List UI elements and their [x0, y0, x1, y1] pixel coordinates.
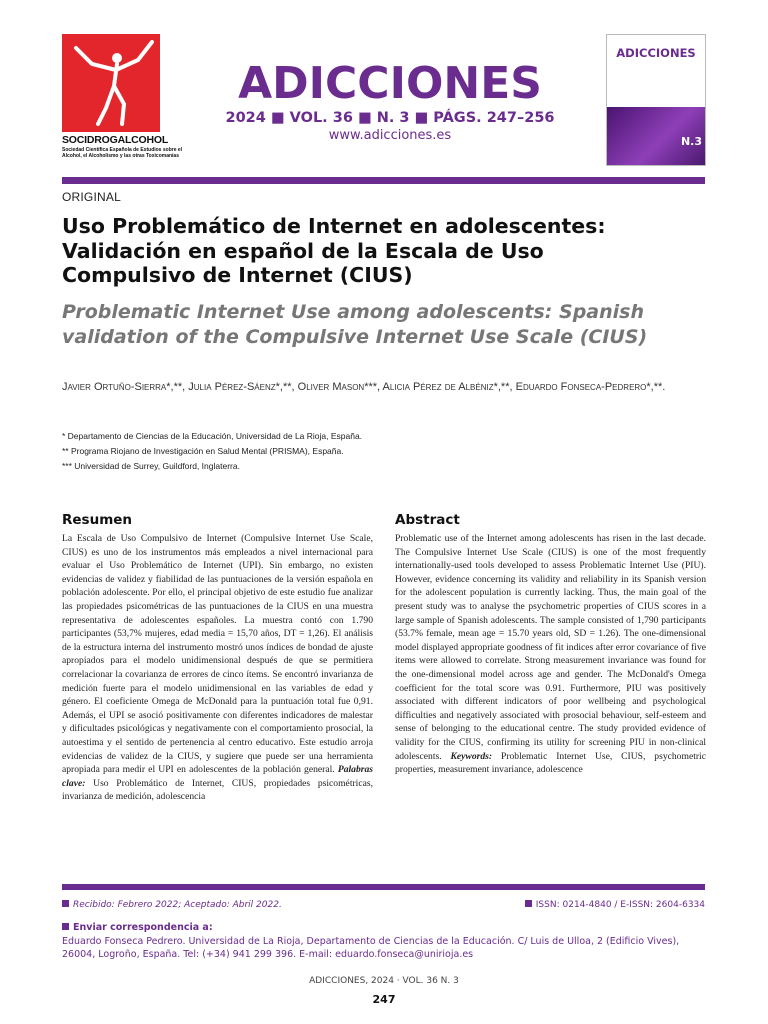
abstract-keywords: Problematic Internet Use, CIUS, psychometric properties, measurement invariance, adolescence [395, 750, 706, 776]
correspondence-label-text: Enviar correspondencia a: [73, 922, 213, 933]
journal-title: ADICCIONES [238, 58, 542, 109]
issn-text: ISSN: 0214-4840 / E-ISSN: 2604-6334 [535, 900, 705, 910]
abstract-heading: Abstract [395, 512, 460, 528]
correspondence-label [62, 922, 213, 933]
received-dates [62, 900, 282, 910]
affiliation-3: *** Universidad de Surrey, Guildford, Inglaterra. [62, 461, 240, 471]
socidrogalcohol-logo [62, 34, 160, 132]
running-footer: ADICCIONES, 2024 · VOL. 36 N. 3 [309, 976, 459, 986]
author-list: Javier Ortuño-Sierra*,**, Julia Pérez-Sáenz*,**, Oliver Mason***, Alicia Pérez de Albéniz*,**, Eduardo Fonseca-Pedrero*,**. [62, 381, 666, 393]
article-title-spanish: Uso Problemático de Internet en adolescentes: Validación en español de la Escala de Uso Compulsivo de Internet (CIUS) [62, 214, 606, 287]
affiliation-2: ** Programa Riojano de Investigación en Salud Mental (PRISMA), España. [62, 446, 344, 456]
affiliation-1: * Departamento de Ciencias de la Educación, Universidad de La Rioja, España. [62, 431, 363, 441]
abstract-body [395, 532, 706, 777]
page-number: 247 [372, 993, 396, 1006]
issn [523, 900, 705, 910]
resumen-heading: Resumen [62, 512, 133, 528]
correspondence-address: Eduardo Fonseca Pedrero. Universidad de La Rioja, Departamento de Ciencias de la Educación. C/ Luis de Ulloa, 2 (Edificio Vives), 26004, Logroño, España. Tel: (+34) 941 299 396. E-mail: eduardo.fonseca@unirioja.es [62, 936, 680, 960]
abstract-keywords-label: Keywords: [450, 750, 493, 762]
resumen-keywords-label: Palabras clave: [62, 764, 374, 789]
purple-square-bullet-icon [62, 923, 69, 930]
footer-divider [62, 884, 705, 890]
logo-subtitle: Sociedad Científica Española de Estudios sobre el Alcohol, el Alcoholismo y las otras Toxicomanías [62, 147, 183, 159]
resumen-text: La Escala de Uso Compulsivo de Internet (Compulsive Internet Use Scale, CIUS) es uno de los instrumentos más empleados a nivel internacional para evaluar el Uso Problemático de Internet (UPI). Sin embargo, no existen evidencias de validez y fiabilidad de las puntuaciones de la versión española en población adolescente. Por ello, el principal objetivo de este estudio fue analizar las propiedades psicométricas de las puntuaciones de la CIUS en una muestra representativa de adolescentes españoles. La muestra contó con 1.790 participantes (53,7% mujeres, edad media = 15,70 años, DT = 1,26). El análisis de la estructura interna del instrumento mostró unos índices de bondad de ajuste apropiados para el modelo unidimensional después de que se permitiera correlacionar la covarianza de errores de cinco ítems. Se encontró invarianza de medición fuerte para el modelo unidimensional en las variables de edad y género. El coeficiente Omega de McDonald para la puntuación total fue 0,91. Además, el UPI se asoció positivamente con diferentes indicadores de malestar y dificultades psicológicas y negativamente con el comportamiento prosocial, la autoestima y el sentido de pertenencia al centro educativo. Este estudio arroja evidencias de validez de la CIUS, y sugiere que puede ser una herramienta apropiada para medir el UPI en adolescentes de la población general. [62, 533, 373, 776]
resumen-body [62, 532, 373, 804]
article-title-english: Problematic Internet Use among adolescents: Spanish validation of the Compulsive Internet Use Scale (CIUS) [62, 301, 648, 348]
purple-square-bullet-icon [62, 900, 69, 907]
received-text: Recibido: Febrero 2022; Aceptado: Abril 2022. [73, 900, 282, 910]
purple-square-bullet-icon [525, 900, 532, 907]
issue-line: 2024 ■ VOL. 36 ■ N. 3 ■ PÁGS. 247–256 [225, 110, 555, 126]
logo-wordmark: SOCIDROGALCOHOL [62, 134, 169, 146]
journal-cover-thumbnail [606, 34, 706, 166]
cover-title: ADICCIONES [616, 46, 696, 60]
cover-issue-number: N.3 [680, 135, 702, 148]
section-label: ORIGINAL [62, 190, 121, 204]
abstract-text: Problematic use of the Internet among adolescents has risen in the last decade. The Compulsive Internet Use Scale (CIUS) is one of the most frequently internationally-used tools developed to assess Problematic Internet Use (PIU). However, evidence concerning its validity and reliability in its Spanish version for the adolescent population is currently lacking. Thus, the main goal of the present study was to analyse the psychometric properties of CIUS scores in a large sample of Spanish adolescents. The sample consisted of 1,790 participants (53.7% female, mean age = 15.70 years old, SD = 1.26). The one-dimensional model displayed appropriate goodness of fit indices after error covariance of five items were allowed to correlate. Strong measurement invariance was found for the one-dimensional model across age and gender. The McDonald's Omega coefficient for the total score was 0.91. Furthermore, PIU was positively associated with different indicators of poor wellbeing and psychological difficulties and negatively associated with prosocial behaviour, self-esteem and sense of belonging to the educational centre. The study provided evidence of validity for the CIUS, confirming its utility for screening PIU in non-clinical adolescents. [395, 533, 706, 762]
header-divider [62, 177, 705, 184]
dancing-figure-icon [62, 34, 160, 132]
resumen-keywords: Uso Problemático de Internet, CIUS, propiedades psicométricas, invarianza de medición, adolescencia [62, 777, 373, 803]
journal-website-link[interactable]: www.adicciones.es [328, 128, 452, 143]
